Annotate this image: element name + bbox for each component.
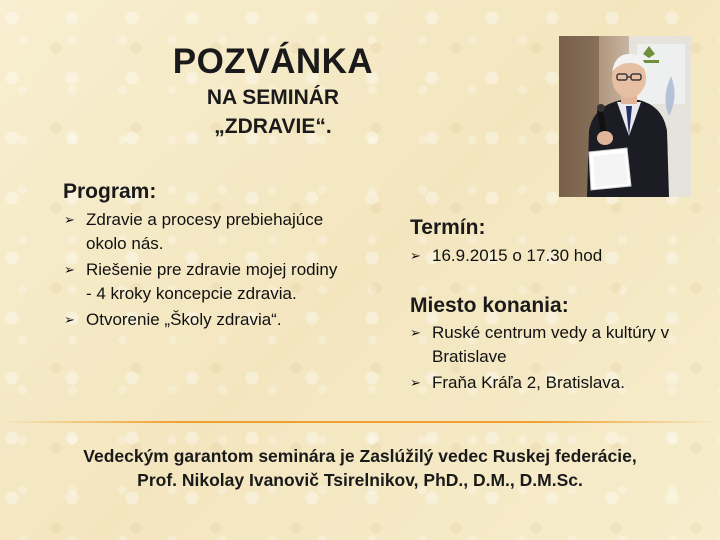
event-name: „ZDRAVIE“. [214,115,332,138]
term-heading: Termín: [410,216,486,239]
arrow-bullet-icon: ➢ [410,375,421,390]
page-title: POZVÁNKA [172,42,374,81]
list-item: ➢ Fraňa Kráľa 2, Bratislava. [410,371,680,395]
list-item: ➢ Ruské centrum vedy a kultúry v Bratislave [410,323,670,366]
arrow-bullet-icon: ➢ [64,312,75,327]
list-item: ➢ 16.9.2015 o 17.30 hod [410,244,690,268]
arrow-bullet-icon: ➢ [410,325,421,340]
page-subtitle: NA SEMINÁR [206,86,340,109]
arrow-bullet-icon: ➢ [64,212,75,227]
venue-heading: Miesto konania: [410,294,569,317]
speaker-photo [559,36,691,197]
speaker-photo-illustration [559,36,691,197]
list-item: ➢ Zdravie a procesy prebiehajúce okolo nás. [64,210,324,253]
arrow-bullet-icon: ➢ [410,248,421,263]
footer-line-1: Vedeckým garantom seminára je Zaslúžilý vedec Ruskej federácie, [83,446,637,466]
program-list [64,208,344,334]
list-item: ➢ Riešenie pre zdravie mojej rodiny - 4 kroky koncepcie zdravia. [64,260,338,303]
list-item: ➢ Otvorenie „Školy zdravia“. [64,308,344,332]
term-list [410,244,690,270]
program-heading: Program: [63,180,157,203]
divider [0,421,720,423]
footer-line-2: Prof. Nikolay Ivanovič Tsirelnikov, PhD., D.M., D.M.Sc. [137,470,583,490]
arrow-bullet-icon: ➢ [64,262,75,277]
venue-list [410,321,680,397]
